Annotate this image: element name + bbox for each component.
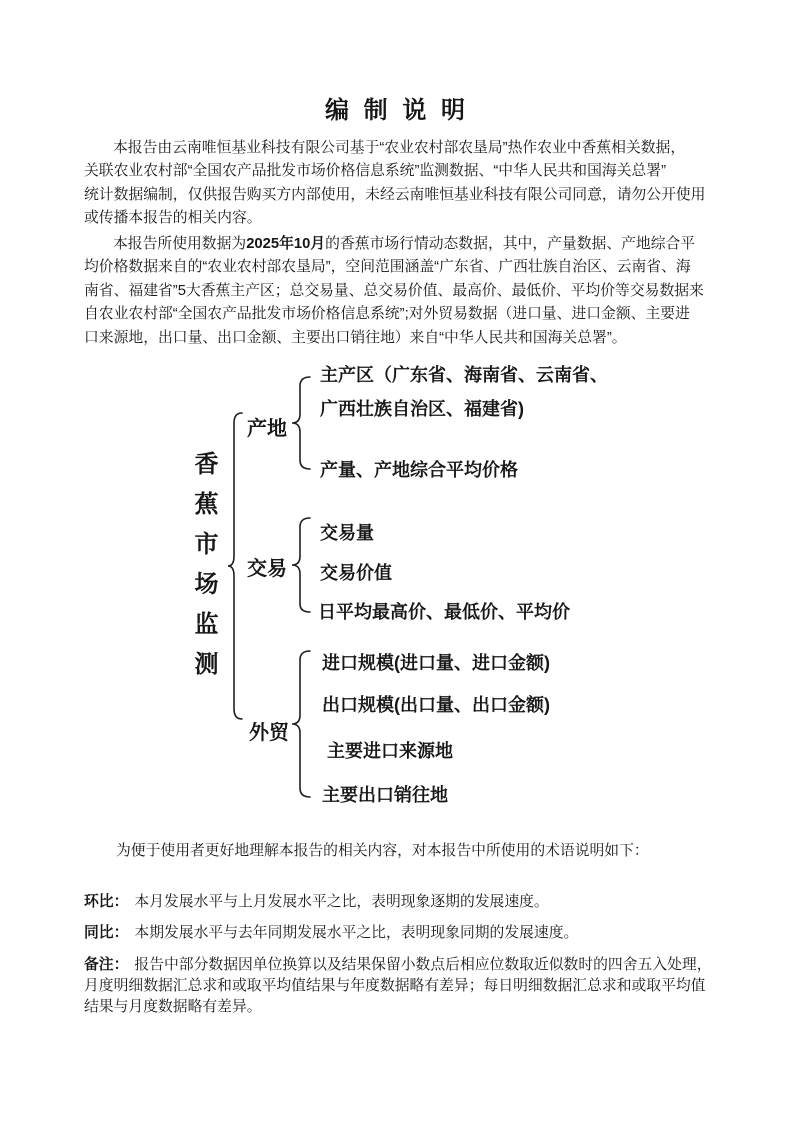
text-line: 统计数据编制，仅供报告购买方内部使用，未经云南唯恒基业科技有限公司同意，请勿公开使用 xyxy=(84,186,706,203)
diagram-item: 日平均最高价、最低价、平均价 xyxy=(318,602,570,622)
diagram-item: 主要出口销往地 xyxy=(322,785,448,805)
diagram-branch-label-foreign-trade: 外贸 xyxy=(249,722,289,744)
diagram-branch-brace-production-area xyxy=(291,376,311,470)
text-line: 均价格数据来自的“农业农村部农垦局”，空间范围涵盖“广东省、广西壮族自治区、云南省、海 xyxy=(84,259,691,276)
term-yoy xyxy=(84,921,578,942)
text-line: 口来源地，出口量、出口金额、主要出口销往地）来自“中华人民共和国海关总署”。 xyxy=(84,329,627,346)
term-label: 环比： xyxy=(84,894,129,910)
diagram-item: 交易量 xyxy=(320,523,374,543)
diagram-branch-label-production-area: 产地 xyxy=(247,418,287,440)
text-line xyxy=(84,955,716,976)
diagram-item: 广西壮族自治区、福建省) xyxy=(320,399,524,419)
text-line: 本报告由云南唯恒基业科技有限公司基于“农业农村部农垦局”热作农业中香蕉相关数据， xyxy=(113,140,686,156)
term-mom xyxy=(84,890,549,911)
text-line: 自农业农村部“全国农产品批发市场价格信息系统”;对外贸易数据（进口量、进口金额、主要进 xyxy=(84,306,690,323)
page-title: 编 制 说 明 xyxy=(324,97,469,124)
diagram-branch-brace-trading xyxy=(291,517,311,613)
terms-intro-line: 为便于使用者更好地理解本报告的相关内容，对本报告中所使用的术语说明如下： xyxy=(116,843,649,859)
diagram-item: 主产区（广东省、海南省、云南省、 xyxy=(320,365,608,385)
report-period: 2025年10月 xyxy=(246,236,326,252)
diagram-item: 交易价值 xyxy=(320,563,392,583)
term-label: 备注： xyxy=(84,957,129,973)
diagram-item: 进口规模(进口量、进口金额) xyxy=(322,653,550,673)
diagram-item: 主要进口来源地 xyxy=(327,741,453,761)
term-remark xyxy=(84,955,716,1018)
paragraph-copyright xyxy=(84,137,716,231)
diagram-item: 产量、产地综合平均价格 xyxy=(320,460,518,480)
text-line: 南省、福建省”5大香蕉主产区；总交易量、总交易价值、最高价、最低价、平均价等交易数据来 xyxy=(84,282,704,299)
text-line xyxy=(84,233,716,256)
term-definition: 本期发展水平与去年同期发展水平之比，表明现象同期的发展速度。 xyxy=(134,925,579,941)
term-definition: 报告中部分数据因单位换算以及结果保留小数点后相应位数取近似数时的四舍五入处理， xyxy=(134,957,712,973)
diagram-item: 出口规模(出口量、出口金额) xyxy=(322,695,550,715)
term-label: 同比： xyxy=(84,925,129,941)
text-run: 的香蕉市场行情动态数据，其中，产量数据、产地综合平 xyxy=(325,236,696,252)
diagram-branch-brace-foreign-trade xyxy=(291,650,311,798)
diagram-root-brace xyxy=(227,412,243,720)
text-run: 本报告所使用数据为 xyxy=(113,236,247,252)
diagram-root-label: 香蕉市场监测 xyxy=(190,451,217,691)
text-line: 关联农业农村部“全国农产品批发市场价格信息系统”监测数据、“中华人民共和国海关总署” xyxy=(84,163,666,180)
text-line: 或传播本报告的相关内容。 xyxy=(84,210,262,227)
paragraph-data-sources xyxy=(84,233,716,350)
text-line: 月度明细数据汇总求和或取平均值结果与年度数据略有差异；每日明细数据汇总求和或取平均值 xyxy=(84,978,706,994)
diagram-branch-label-trading: 交易 xyxy=(247,558,287,580)
text-line: 结果与月度数据略有差异。 xyxy=(84,999,262,1015)
term-definition: 本月发展水平与上月发展水平之比，表明现象逐期的发展速度。 xyxy=(134,894,549,910)
